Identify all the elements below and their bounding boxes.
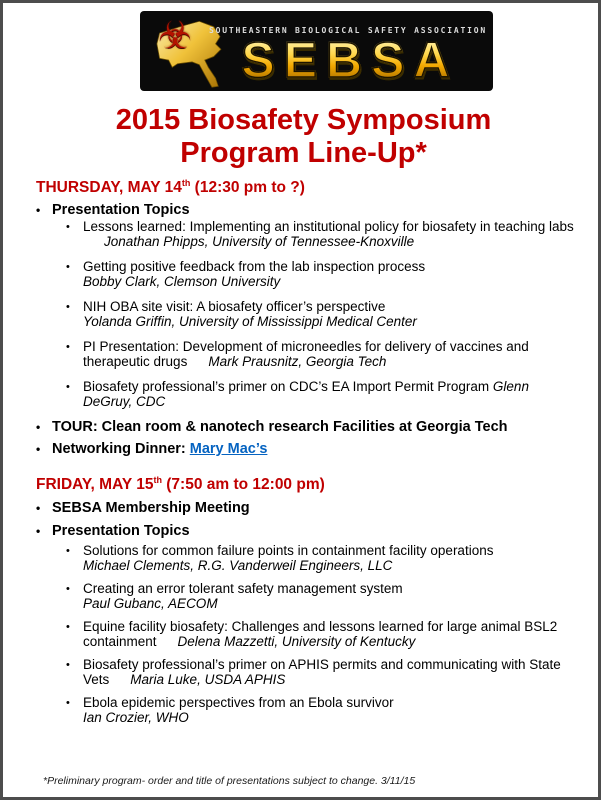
topic-text: Solutions for common failure points in containment facility operations — [83, 543, 494, 558]
networking-dinner-text — [52, 441, 267, 458]
bullet-dot-icon: • — [66, 621, 70, 633]
list-item — [66, 695, 601, 725]
membership-meeting-label: SEBSA Membership Meeting — [52, 500, 250, 516]
list-item — [66, 379, 601, 409]
bullet-dot-icon: • — [66, 697, 70, 709]
list-item — [66, 619, 601, 649]
speaker-text: Mark Prausnitz, Georgia Tech — [208, 354, 387, 369]
topic-text: Equine facility biosafety: Challenges and lessons learned for large animal BSL2 containment — [83, 619, 558, 649]
tour-item — [36, 419, 601, 436]
friday-heading-date: FRIDAY, MAY 15 — [36, 476, 154, 493]
bullet-dot-icon: • — [36, 442, 41, 456]
networking-dinner-label: Networking Dinner: — [52, 441, 190, 457]
presentation-topics-item-friday — [36, 523, 601, 540]
list-item — [66, 543, 601, 573]
bullet-dot-icon: • — [36, 420, 41, 434]
friday-heading-time: (7:50 am to 12:00 pm) — [161, 476, 325, 493]
bullet-dot-icon: • — [66, 261, 70, 273]
sebsa-acronym: SEBSA — [220, 35, 480, 85]
friday-heading — [36, 476, 601, 493]
topic-text: Ebola epidemic perspectives from an Ebola survivor — [83, 695, 394, 710]
speaker-text: Paul Gubanc, AECOM — [83, 596, 218, 611]
topic-text: Getting positive feedback from the lab inspection process — [83, 259, 426, 274]
presentation-topics-label: Presentation Topics — [52, 202, 190, 218]
bullet-dot-icon: • — [66, 381, 70, 393]
bullet-dot-icon: • — [66, 545, 70, 557]
networking-dinner-item — [36, 441, 601, 458]
thursday-heading-ordinal: th — [181, 177, 191, 188]
mary-macs-link[interactable]: Mary Mac’s — [189, 441, 268, 457]
membership-meeting-item — [36, 500, 601, 517]
speaker-text: Michael Clements, R.G. Vanderweil Engineers, LLC — [83, 558, 393, 573]
biohazard-icon: ☣ — [158, 13, 193, 57]
list-item — [66, 299, 601, 329]
topic-entry — [83, 657, 574, 687]
bullet-dot-icon: • — [66, 301, 70, 313]
topic-entry — [83, 619, 574, 649]
topic-entry — [83, 339, 574, 369]
topic-entry — [83, 259, 425, 289]
topic-entry — [83, 695, 394, 725]
page-title-line1: 2015 Biosafety Symposium — [115, 104, 492, 136]
friday-topic-list — [3, 543, 601, 725]
friday-heading-ordinal: th — [153, 474, 162, 485]
topic-entry — [83, 299, 417, 329]
speaker-text: Jonathan Phipps, University of Tennessee-Knoxville — [104, 234, 415, 249]
topic-text: Creating an error tolerant safety management system — [83, 581, 403, 596]
thursday-heading-time: (12:30 pm to ?) — [190, 179, 305, 196]
topic-text: NIH OBA site visit: A biosafety officer’s perspective — [83, 299, 386, 314]
bullet-dot-icon: • — [66, 583, 70, 595]
list-item — [66, 581, 601, 611]
topic-text: Biosafety professional’s primer on APHIS permits and communicating with State Vets — [83, 657, 561, 687]
presentation-topics-label: Presentation Topics — [52, 523, 190, 539]
association-name: SOUTHEASTERN BIOLOGICAL SAFETY ASSOCIATION — [209, 26, 487, 35]
speaker-text: Yolanda Griffin, University of Mississippi Medical Center — [83, 314, 417, 329]
page-title — [3, 104, 601, 170]
topic-entry — [83, 379, 574, 409]
topic-text: Biosafety professional’s primer on CDC’s EA Import Permit Program — [83, 379, 490, 394]
topic-entry — [83, 219, 574, 249]
footer-note: *Preliminary program- order and title of presentations subject to change. 3/11/15 — [43, 775, 416, 787]
list-item — [66, 259, 601, 289]
speaker-text: Maria Luke, USDA APHIS — [130, 672, 286, 687]
page-title-line2: Program Line-Up* — [180, 137, 427, 169]
topic-entry — [83, 581, 403, 611]
program-content — [3, 3, 601, 787]
tour-label: TOUR: Clean room & nanotech research Facilities at Georgia Tech — [52, 419, 508, 435]
bullet-dot-icon: • — [36, 524, 41, 538]
bullet-dot-icon: • — [36, 501, 41, 515]
topic-text: Lessons learned: Implementing an institutional policy for biosafety in teaching labs — [83, 219, 574, 234]
thursday-topic-list — [3, 219, 601, 409]
list-item — [66, 657, 601, 687]
presentation-topics-item-thursday — [36, 202, 601, 219]
topic-text: PI Presentation: Development of microneedles for delivery of vaccines and therapeutic drugs — [83, 339, 529, 369]
thursday-heading-date: THURSDAY, MAY 14 — [36, 179, 182, 196]
bullet-dot-icon: • — [66, 659, 70, 671]
bullet-dot-icon: • — [36, 203, 41, 217]
speaker-text: Ian Crozier, WHO — [83, 710, 189, 725]
bullet-dot-icon: • — [66, 221, 70, 233]
bullet-dot-icon: • — [66, 341, 70, 353]
speaker-text: Delena Mazzetti, University of Kentucky — [177, 634, 416, 649]
list-item — [66, 339, 601, 369]
speaker-text: Glenn DeGruy, CDC — [83, 379, 529, 409]
thursday-heading — [36, 179, 601, 196]
topic-entry — [83, 543, 493, 573]
speaker-text: Bobby Clark, Clemson University — [83, 274, 281, 289]
list-item — [66, 219, 601, 249]
